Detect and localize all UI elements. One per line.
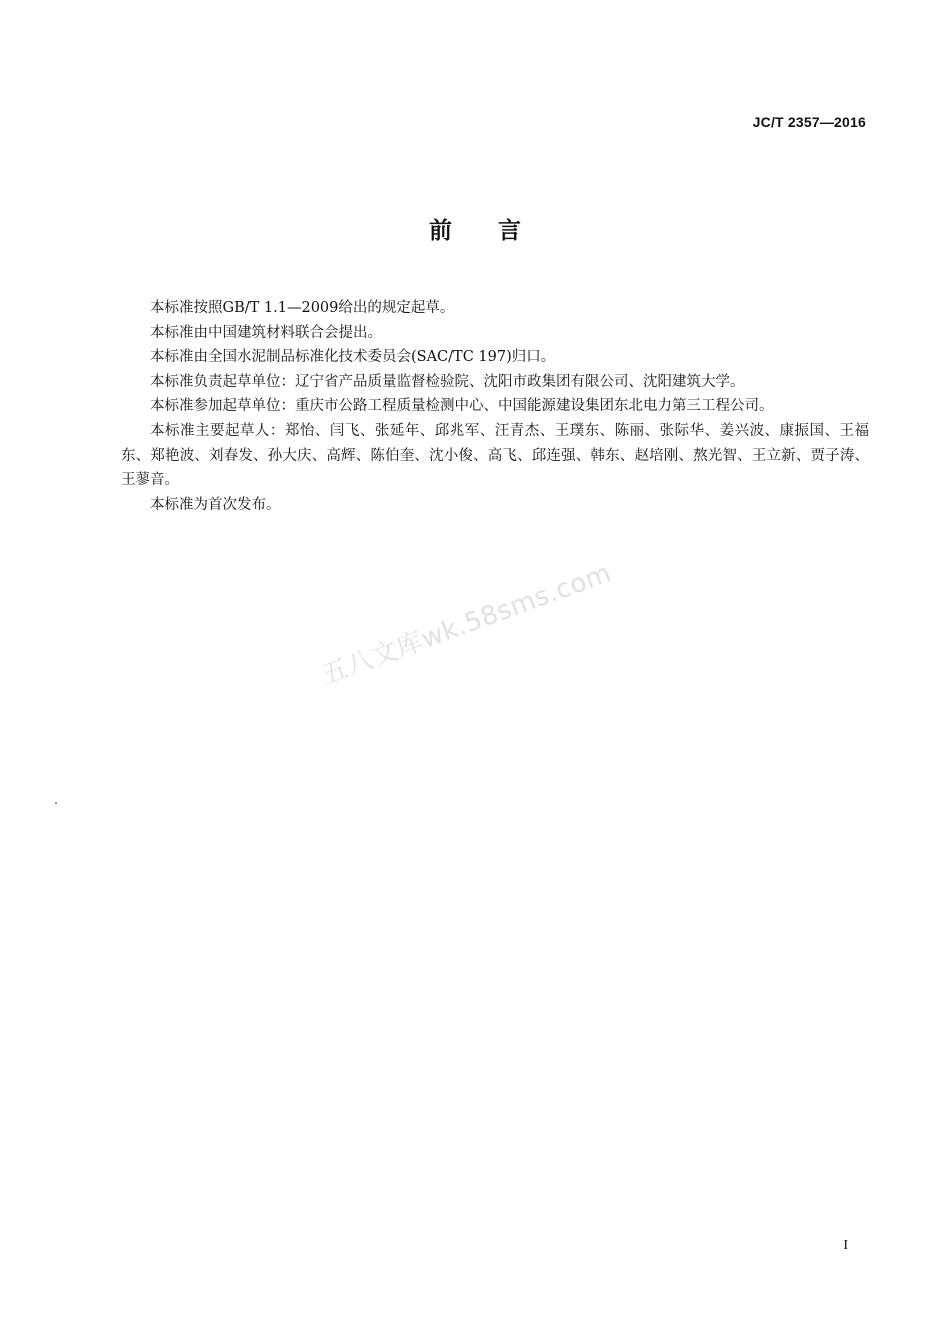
standard-code: JC/T 2357—2016 — [752, 114, 866, 130]
paragraph-drafting-rules: 本标准按照GB/T 1.1—2009给出的规定起草。 — [150, 300, 455, 316]
paragraph-proposed-by: 本标准由中国建筑材料联合会提出。 — [150, 324, 382, 341]
title-char-2: 言 — [498, 218, 521, 244]
paragraph-centralized-by: 本标准由全国水泥制品标准化技术委员会(SAC/TC 197)归口。 — [150, 349, 556, 366]
page-title — [0, 212, 950, 245]
paragraph-main-drafters: 本标准主要起草人：郑怡、闫飞、张延年、邱兆军、汪青杰、王璞东、陈丽、张际华、姜兴波、康振国、王福东、郑艳波、刘春发、孙大庆、高辉、陈伯奎、沈小俊、高飞、邱连强、韩东、赵培刚、熬光智、王立新、贾子涛、王蓼音。 — [121, 422, 869, 489]
title-char-1: 前 — [429, 218, 452, 244]
watermark: 五八文库wk.58sms.com — [317, 558, 616, 691]
page-number: I — [843, 1238, 848, 1253]
scan-artifact-dot — [55, 802, 57, 804]
foreword-body — [121, 296, 869, 517]
paragraph-participating-units: 本标准参加起草单位：重庆市公路工程质量检测中心、中国能源建设集团东北电力第三工程公司。 — [150, 398, 774, 415]
paragraph-responsible-units: 本标准负责起草单位：辽宁省产品质量监督检验院、沈阳市政集团有限公司、沈阳建筑大学。 — [150, 373, 745, 390]
paragraph-first-release: 本标准为首次发布。 — [150, 496, 281, 513]
